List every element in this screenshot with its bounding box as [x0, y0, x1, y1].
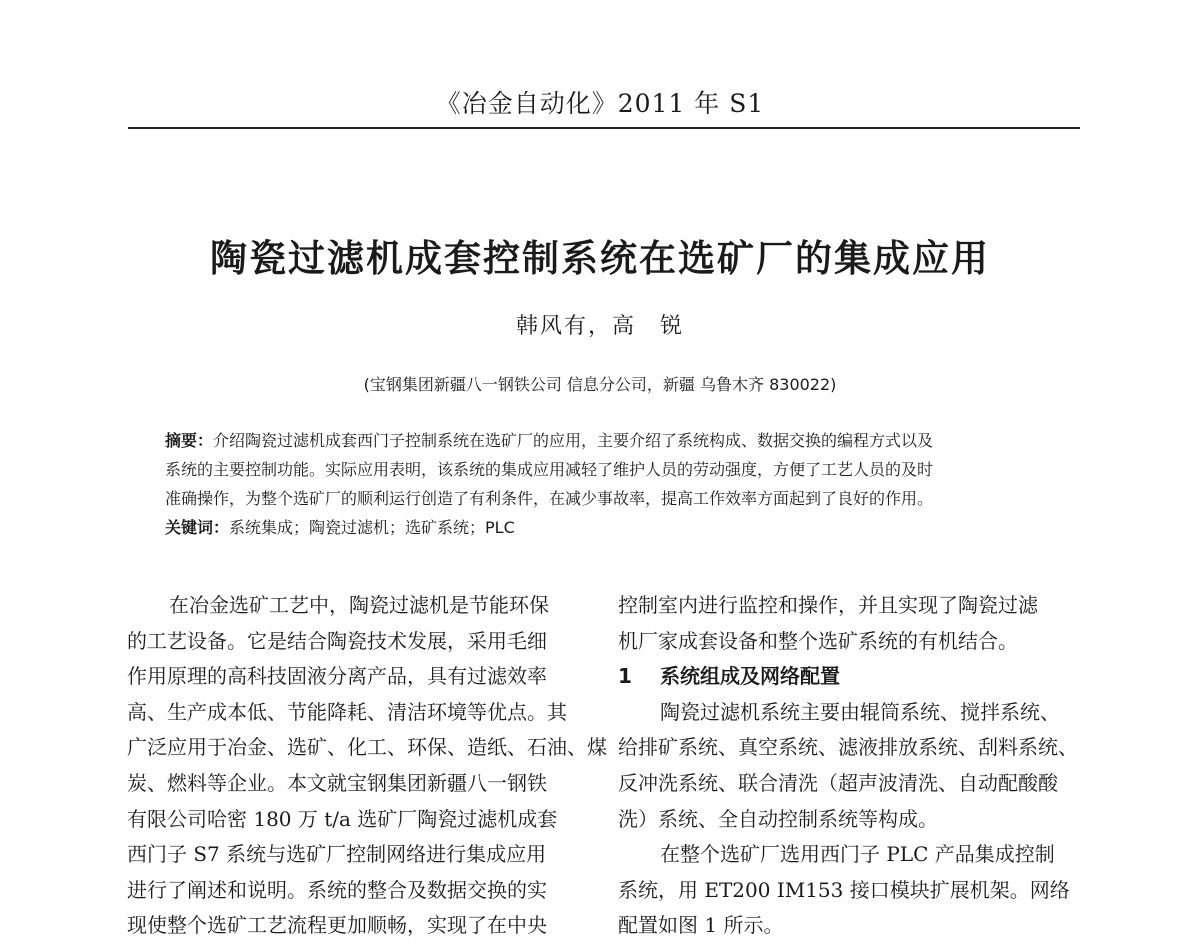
section-title: 系统组成及网络配置 [660, 664, 840, 689]
body-column-left [127, 588, 607, 944]
paper-title: 陶瓷过滤机成套控制系统在选矿厂的集成应用 [210, 237, 990, 280]
body-line: 在整个选矿厂选用西门子 PLC 产品集成控制 [660, 842, 1055, 867]
section-heading [618, 659, 1070, 695]
body-line: 陶瓷过滤机系统主要由辊筒系统、搅拌系统、 [660, 699, 1060, 724]
body-line: 系统，用 ET200 IM153 接口模块扩展机架。网络 [618, 877, 1070, 902]
body-line: 反冲洗系统、联合清洗（超声波清洗、自动配酸酸 [618, 770, 1058, 795]
abstract-block [165, 426, 1055, 542]
body-line: 西门子 S7 系统与选矿厂控制网络进行集成应用 [127, 842, 547, 867]
body-line: 炭、燃料等企业。本文就宝钢集团新疆八一钢铁 [127, 770, 547, 795]
journal-header: 《冶金自动化》2011 年 S1 [435, 89, 765, 118]
body-line: 在冶金选矿工艺中，陶瓷过滤机是节能环保 [169, 593, 549, 617]
abstract-label: 摘要： [165, 431, 214, 450]
body-line: 广泛应用于冶金、选矿、化工、环保、造纸、石油、煤 [127, 735, 607, 760]
abstract-line: 准确操作，为整个选矿厂的顺利运行创造了有利条件，在减少事故率，提高工作效率方面起到了良好的作用。 [165, 489, 934, 508]
abstract-text: 介绍陶瓷过滤机成套西门子控制系统在选矿厂的应用，主要介绍了系统构成、数据交换的编程方式以及 [213, 431, 934, 450]
paper-authors: 韩风有，高 锐 [515, 314, 684, 339]
paper-affiliation: (宝钢集团新疆八一钢铁公司 信息分公司，新疆 乌鲁木齐 830022) [363, 375, 837, 394]
body-line: 配置如图 1 所示。 [618, 913, 784, 938]
abstract-line: 系统的主要控制功能。实际应用表明，该系统的集成应用减轻了维护人员的劳动强度，方便了工艺人员的及时 [165, 460, 934, 479]
body-line: 高、生产成本低、节能降耗、清洁环境等优点。其 [127, 699, 567, 724]
body-line: 控制室内进行监控和操作，并且实现了陶瓷过滤 [618, 593, 1038, 617]
body-line: 现使整个选矿工艺流程更加顺畅，实现了在中央 [127, 913, 547, 938]
body-column-right [618, 588, 1078, 944]
body-line: 洗）系统、全自动控制系统等构成。 [618, 806, 938, 831]
body-line: 的工艺设备。它是结合陶瓷技术发展，采用毛细 [127, 628, 547, 653]
header-rule [128, 127, 1080, 129]
body-line: 给排矿系统、真空系统、滤液排放系统、刮料系统、 [618, 735, 1078, 760]
body-line: 机厂家成套设备和整个选矿系统的有机结合。 [618, 628, 1018, 653]
keywords-label: 关键词： [165, 518, 230, 537]
keywords-text: 系统集成；陶瓷过滤机；选矿系统；PLC [229, 518, 515, 537]
body-line: 作用原理的高科技固液分离产品，具有过滤效率 [127, 664, 547, 689]
abstract-line [165, 426, 1055, 455]
keywords-line [165, 513, 1055, 542]
body-line: 进行了阐述和说明。系统的整合及数据交换的实 [127, 877, 547, 902]
section-number: 1 [618, 664, 632, 689]
body-line: 有限公司哈密 180 万 t/a 选矿厂陶瓷过滤机成套 [127, 806, 558, 831]
